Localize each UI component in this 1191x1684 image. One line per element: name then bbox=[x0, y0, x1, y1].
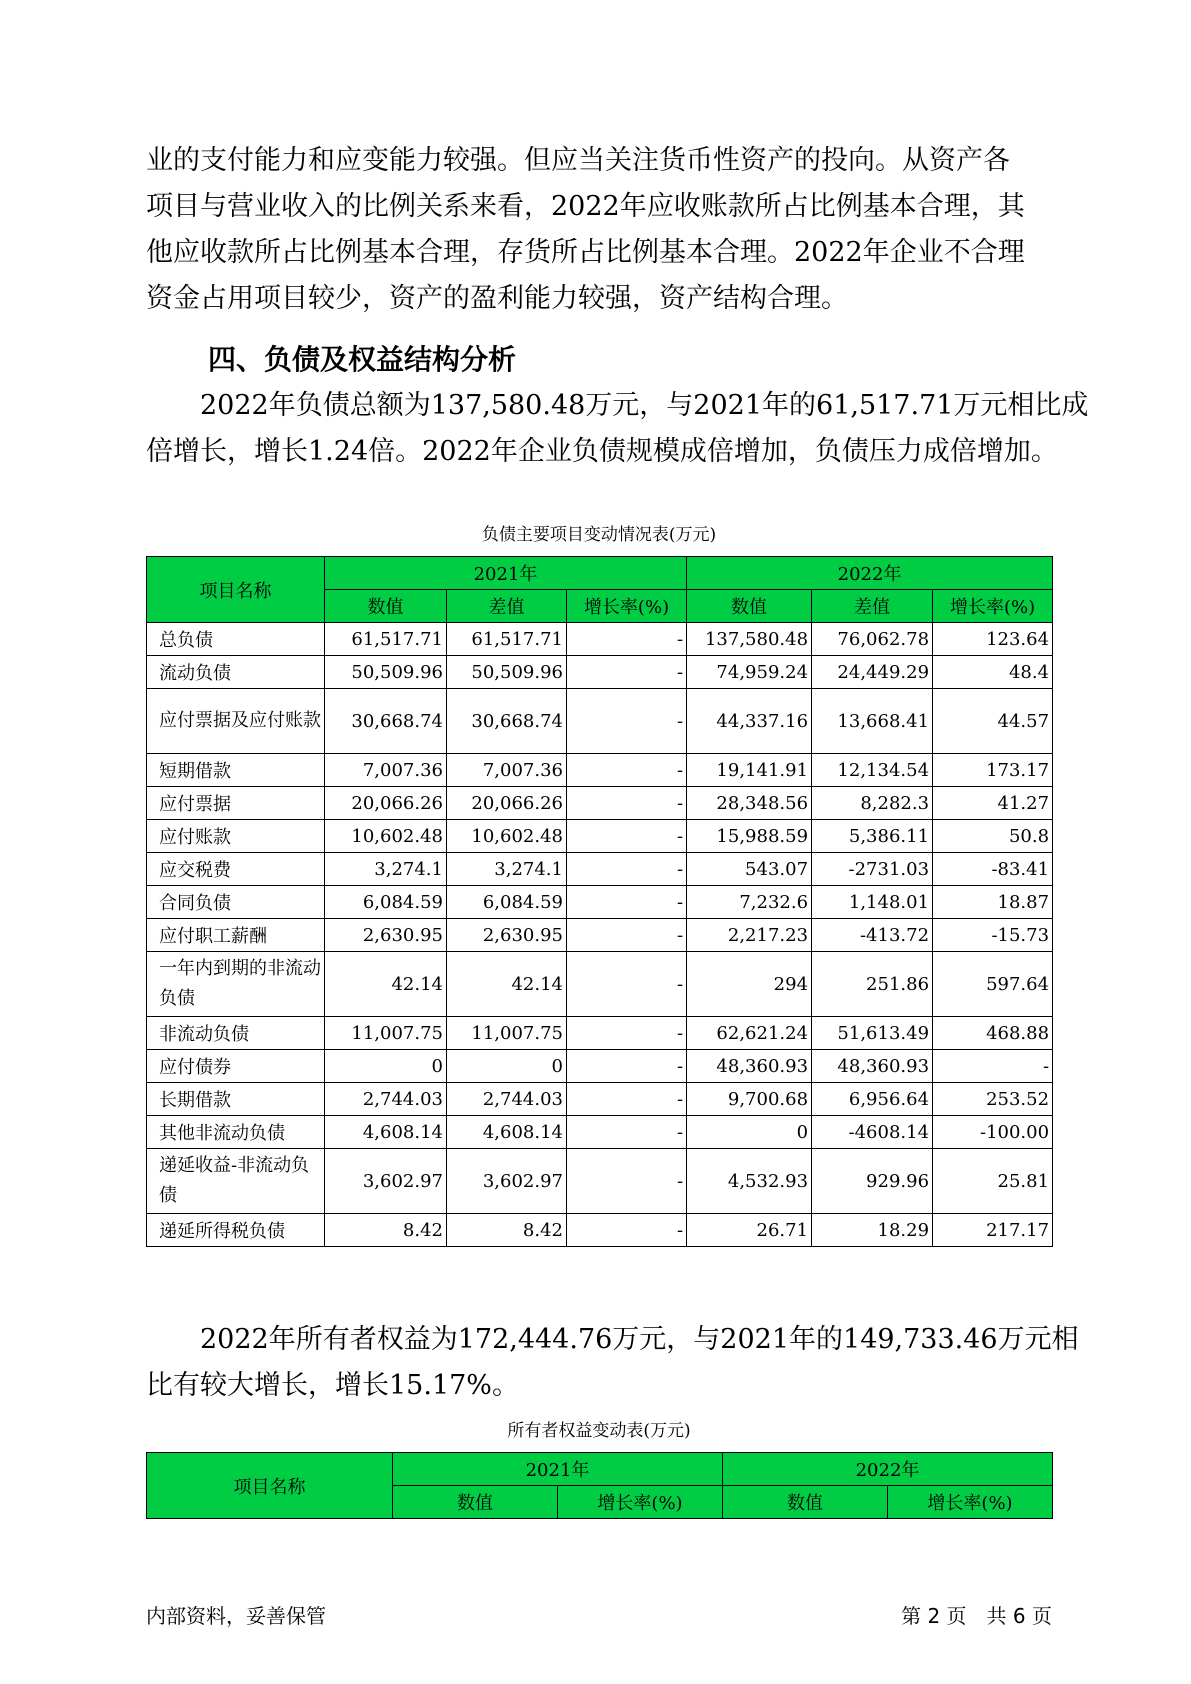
text-line: 比有较大增长，增长15.17%。 bbox=[146, 1370, 519, 1401]
cell-d2: -4608.14 bbox=[812, 1116, 933, 1149]
header-year-2022: 2022年 bbox=[687, 557, 1053, 590]
header-value: 数值 bbox=[723, 1486, 888, 1519]
cell-v1: 10,602.48 bbox=[325, 820, 447, 853]
text-line: 倍增长，增长1.24倍。2022年企业负债规模成倍增加，负债压力成倍增加。 bbox=[146, 436, 1058, 467]
cell-g1: - bbox=[567, 1116, 687, 1149]
table-row bbox=[147, 1149, 1053, 1214]
cell-d1: 3,274.1 bbox=[447, 853, 567, 886]
cell-d2: -2731.03 bbox=[812, 853, 933, 886]
header-year-2021: 2021年 bbox=[393, 1453, 723, 1486]
cell-d2: 51,613.49 bbox=[812, 1017, 933, 1050]
cell-g2: 468.88 bbox=[933, 1017, 1053, 1050]
cell-d1: 7,007.36 bbox=[447, 754, 567, 787]
cell-d1: 42.14 bbox=[447, 952, 567, 1017]
row-item-name: 应付债券 bbox=[147, 1050, 325, 1083]
cell-g2: 25.81 bbox=[933, 1149, 1053, 1214]
cell-v2: 62,621.24 bbox=[687, 1017, 812, 1050]
cell-v2: 294 bbox=[687, 952, 812, 1017]
cell-d1: 11,007.75 bbox=[447, 1017, 567, 1050]
cell-g1: - bbox=[567, 820, 687, 853]
cell-d1: 2,744.03 bbox=[447, 1083, 567, 1116]
row-item-name: 应交税费 bbox=[147, 853, 325, 886]
row-item-name: 应付票据及应付账款 bbox=[147, 689, 325, 754]
cell-d2: 13,668.41 bbox=[812, 689, 933, 754]
cell-g2: 44.57 bbox=[933, 689, 1053, 754]
cell-v1: 11,007.75 bbox=[325, 1017, 447, 1050]
cell-d2: 5,386.11 bbox=[812, 820, 933, 853]
row-item-name: 总负债 bbox=[147, 623, 325, 656]
table-row bbox=[147, 754, 1053, 787]
header-diff: 差值 bbox=[447, 590, 567, 623]
cell-v1: 7,007.36 bbox=[325, 754, 447, 787]
cell-v2: 543.07 bbox=[687, 853, 812, 886]
cell-g2: 41.27 bbox=[933, 787, 1053, 820]
cell-g1: - bbox=[567, 1214, 687, 1247]
cell-d2: 929.96 bbox=[812, 1149, 933, 1214]
row-item-name: 应付账款 bbox=[147, 820, 325, 853]
cell-v1: 42.14 bbox=[325, 952, 447, 1017]
row-item-name: 递延收益-非流动负债 bbox=[147, 1149, 325, 1214]
cell-d1: 30,668.74 bbox=[447, 689, 567, 754]
text-line: 资金占用项目较少，资产的盈利能力较强，资产结构合理。 bbox=[146, 283, 848, 314]
cell-v1: 8.42 bbox=[325, 1214, 447, 1247]
cell-d1: 6,084.59 bbox=[447, 886, 567, 919]
cell-g1: - bbox=[567, 656, 687, 689]
header-year-2022: 2022年 bbox=[723, 1453, 1053, 1486]
equity-table-caption: 所有者权益变动表(万元) bbox=[507, 1421, 691, 1441]
row-item-name: 应付票据 bbox=[147, 787, 325, 820]
footer-page-number: 第 2 页 共 6 页 bbox=[901, 1604, 1052, 1628]
cell-g1: - bbox=[567, 1050, 687, 1083]
row-item-name: 长期借款 bbox=[147, 1083, 325, 1116]
table-row bbox=[147, 1214, 1053, 1247]
cell-d2: 6,956.64 bbox=[812, 1083, 933, 1116]
header-growth: 增长率(%) bbox=[888, 1486, 1053, 1519]
paragraph-equity-summary bbox=[146, 1317, 1079, 1409]
header-year-2021: 2021年 bbox=[325, 557, 687, 590]
header-value: 数值 bbox=[325, 590, 447, 623]
cell-v1: 0 bbox=[325, 1050, 447, 1083]
liability-table bbox=[146, 556, 1053, 1247]
header-value: 数值 bbox=[687, 590, 812, 623]
cell-v2: 15,988.59 bbox=[687, 820, 812, 853]
cell-g2: -83.41 bbox=[933, 853, 1053, 886]
table-row bbox=[147, 689, 1053, 754]
table-row bbox=[147, 1050, 1053, 1083]
text-line: 2022年所有者权益为172,444.76万元，与2021年的149,733.46万元相 bbox=[146, 1324, 1079, 1355]
row-item-name: 流动负债 bbox=[147, 656, 325, 689]
header-diff: 差值 bbox=[812, 590, 933, 623]
row-item-name: 递延所得税负债 bbox=[147, 1214, 325, 1247]
header-growth: 增长率(%) bbox=[567, 590, 687, 623]
cell-v1: 50,509.96 bbox=[325, 656, 447, 689]
cell-g2: 597.64 bbox=[933, 952, 1053, 1017]
cell-g2: 18.87 bbox=[933, 886, 1053, 919]
cell-v2: 48,360.93 bbox=[687, 1050, 812, 1083]
table-row bbox=[147, 853, 1053, 886]
cell-g1: - bbox=[567, 754, 687, 787]
header-item-name: 项目名称 bbox=[147, 1453, 393, 1519]
cell-v2: 9,700.68 bbox=[687, 1083, 812, 1116]
table-row bbox=[147, 656, 1053, 689]
cell-d1: 2,630.95 bbox=[447, 919, 567, 952]
cell-d2: 12,134.54 bbox=[812, 754, 933, 787]
row-item-name: 合同负债 bbox=[147, 886, 325, 919]
paragraph-liability-summary bbox=[146, 383, 1089, 475]
cell-d2: 1,148.01 bbox=[812, 886, 933, 919]
cell-d1: 10,602.48 bbox=[447, 820, 567, 853]
row-item-name: 其他非流动负债 bbox=[147, 1116, 325, 1149]
text-line: 他应收款所占比例基本合理，存货所占比例基本合理。2022年企业不合理 bbox=[146, 237, 1025, 268]
cell-g1: - bbox=[567, 886, 687, 919]
cell-v2: 44,337.16 bbox=[687, 689, 812, 754]
cell-d1: 20,066.26 bbox=[447, 787, 567, 820]
cell-g1: - bbox=[567, 853, 687, 886]
header-growth: 增长率(%) bbox=[558, 1486, 723, 1519]
paragraph-asset-summary bbox=[146, 138, 1056, 322]
cell-g2: -100.00 bbox=[933, 1116, 1053, 1149]
cell-v1: 4,608.14 bbox=[325, 1116, 447, 1149]
row-item-name: 非流动负债 bbox=[147, 1017, 325, 1050]
cell-g2: 123.64 bbox=[933, 623, 1053, 656]
table-row bbox=[147, 787, 1053, 820]
cell-v1: 2,744.03 bbox=[325, 1083, 447, 1116]
footer-confidential-note: 内部资料，妥善保管 bbox=[146, 1604, 326, 1628]
cell-v2: 4,532.93 bbox=[687, 1149, 812, 1214]
row-item-name: 应付职工薪酬 bbox=[147, 919, 325, 952]
cell-v1: 2,630.95 bbox=[325, 919, 447, 952]
table-row bbox=[147, 1083, 1053, 1116]
cell-g2: 217.17 bbox=[933, 1214, 1053, 1247]
cell-g1: - bbox=[567, 1017, 687, 1050]
cell-d1: 0 bbox=[447, 1050, 567, 1083]
table-row bbox=[147, 820, 1053, 853]
table-row bbox=[147, 1017, 1053, 1050]
table-row bbox=[147, 623, 1053, 656]
cell-d2: 251.86 bbox=[812, 952, 933, 1017]
cell-v2: 19,141.91 bbox=[687, 754, 812, 787]
liability-table-caption: 负债主要项目变动情况表(万元) bbox=[481, 525, 717, 545]
header-value: 数值 bbox=[393, 1486, 558, 1519]
cell-d2: 18.29 bbox=[812, 1214, 933, 1247]
cell-g2: 173.17 bbox=[933, 754, 1053, 787]
cell-d2: 48,360.93 bbox=[812, 1050, 933, 1083]
cell-v2: 7,232.6 bbox=[687, 886, 812, 919]
cell-g2: 50.8 bbox=[933, 820, 1053, 853]
section-heading: 四、负债及权益结构分析 bbox=[208, 343, 517, 376]
header-item-name: 项目名称 bbox=[147, 557, 325, 623]
cell-v1: 30,668.74 bbox=[325, 689, 447, 754]
cell-d1: 61,517.71 bbox=[447, 623, 567, 656]
cell-v2: 74,959.24 bbox=[687, 656, 812, 689]
cell-v2: 28,348.56 bbox=[687, 787, 812, 820]
cell-v1: 61,517.71 bbox=[325, 623, 447, 656]
equity-table bbox=[146, 1452, 1053, 1519]
cell-d1: 3,602.97 bbox=[447, 1149, 567, 1214]
cell-d1: 4,608.14 bbox=[447, 1116, 567, 1149]
row-item-name: 一年内到期的非流动负债 bbox=[147, 952, 325, 1017]
cell-d1: 8.42 bbox=[447, 1214, 567, 1247]
cell-d2: 8,282.3 bbox=[812, 787, 933, 820]
cell-g1: - bbox=[567, 1083, 687, 1116]
cell-v1: 3,602.97 bbox=[325, 1149, 447, 1214]
cell-g1: - bbox=[567, 1149, 687, 1214]
cell-v1: 3,274.1 bbox=[325, 853, 447, 886]
table-row bbox=[147, 919, 1053, 952]
header-growth: 增长率(%) bbox=[933, 590, 1053, 623]
cell-g1: - bbox=[567, 952, 687, 1017]
cell-v1: 6,084.59 bbox=[325, 886, 447, 919]
cell-g1: - bbox=[567, 787, 687, 820]
cell-g1: - bbox=[567, 623, 687, 656]
row-item-name: 短期借款 bbox=[147, 754, 325, 787]
table-row bbox=[147, 1116, 1053, 1149]
text-line: 2022年负债总额为137,580.48万元，与2021年的61,517.71万元相比成 bbox=[146, 390, 1089, 421]
cell-v2: 26.71 bbox=[687, 1214, 812, 1247]
cell-g2: - bbox=[933, 1050, 1053, 1083]
cell-d1: 50,509.96 bbox=[447, 656, 567, 689]
cell-v2: 0 bbox=[687, 1116, 812, 1149]
cell-g1: - bbox=[567, 689, 687, 754]
table-row bbox=[147, 952, 1053, 1017]
text-line: 项目与营业收入的比例关系来看，2022年应收账款所占比例基本合理，其 bbox=[146, 191, 1025, 222]
cell-g2: 253.52 bbox=[933, 1083, 1053, 1116]
cell-d2: -413.72 bbox=[812, 919, 933, 952]
cell-d2: 24,449.29 bbox=[812, 656, 933, 689]
cell-d2: 76,062.78 bbox=[812, 623, 933, 656]
cell-g2: 48.4 bbox=[933, 656, 1053, 689]
cell-g1: - bbox=[567, 919, 687, 952]
cell-g2: -15.73 bbox=[933, 919, 1053, 952]
table-row bbox=[147, 886, 1053, 919]
cell-v2: 137,580.48 bbox=[687, 623, 812, 656]
cell-v2: 2,217.23 bbox=[687, 919, 812, 952]
cell-v1: 20,066.26 bbox=[325, 787, 447, 820]
text-line: 业的支付能力和应变能力较强。但应当关注货币性资产的投向。从资产各 bbox=[146, 145, 1010, 176]
